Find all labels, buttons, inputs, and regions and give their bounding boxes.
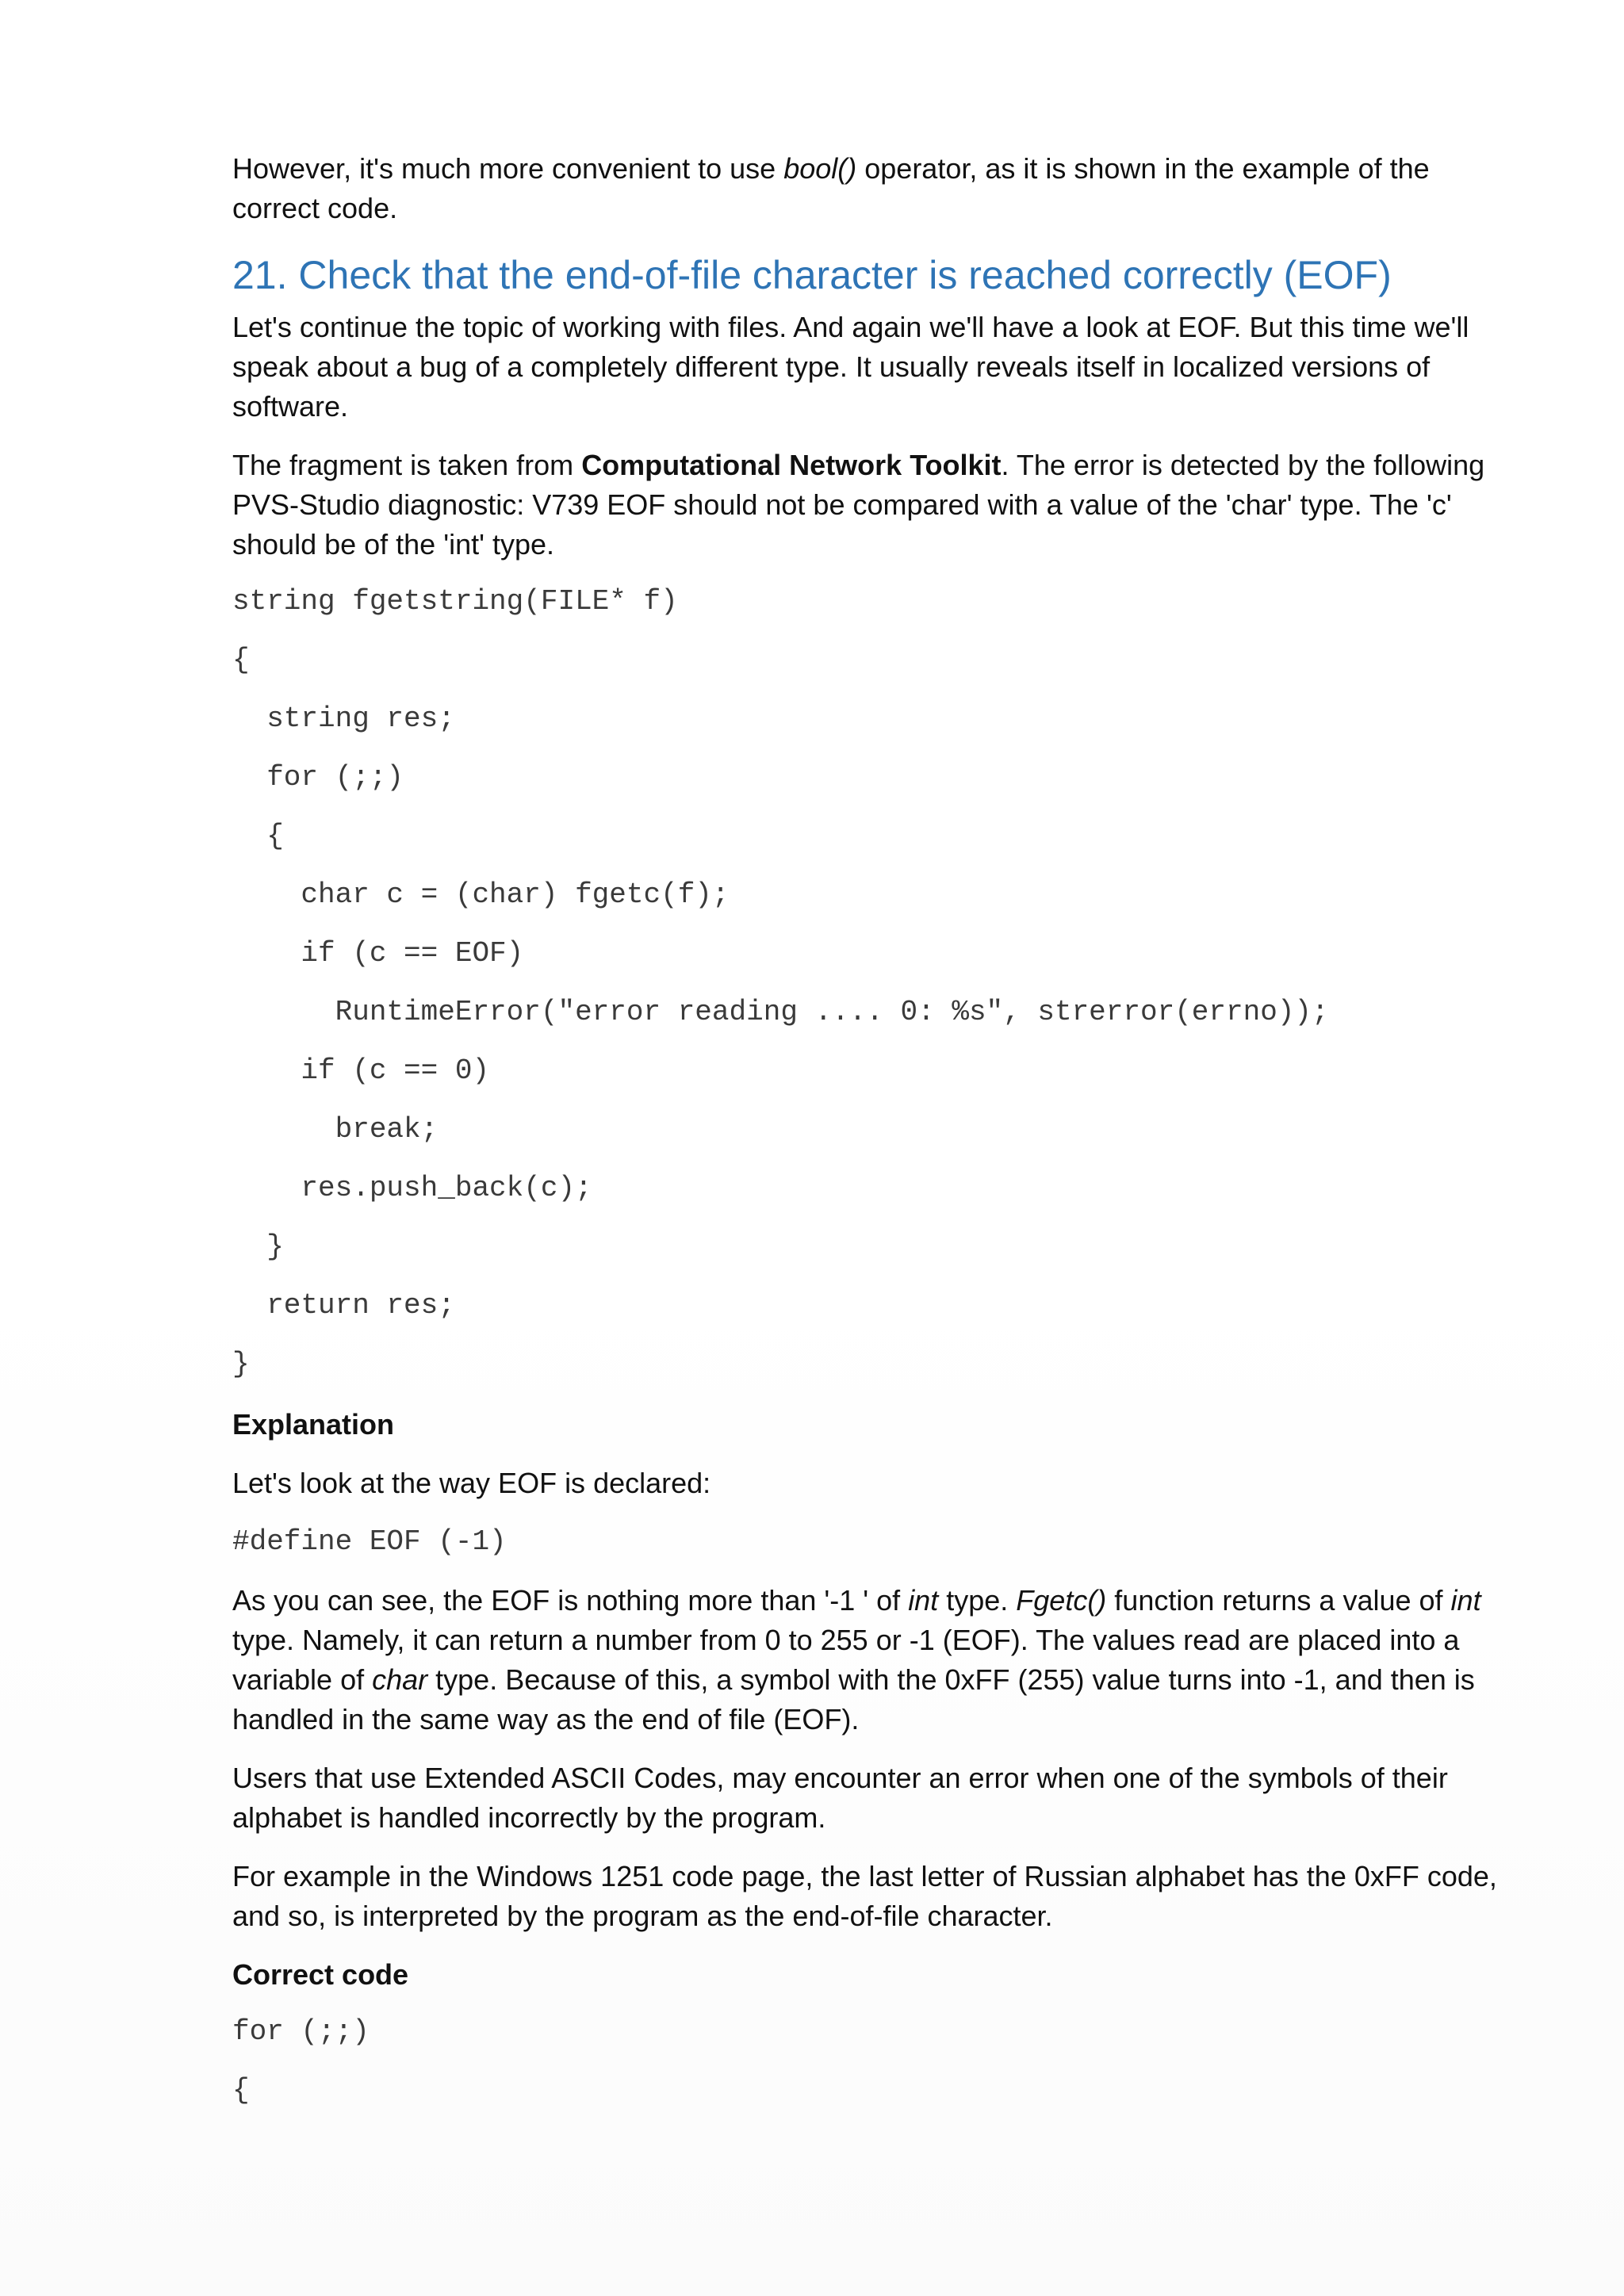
correct-code-heading: Correct code [232,1958,409,1991]
code-line: for (;;) [232,761,404,794]
explanation-paragraph-2 [232,1581,1517,1739]
code-line: { [232,820,284,852]
explanation-paragraph-1: Let's look at the way EOF is declared: [232,1467,711,1499]
emphasis-fgetc: Fgetc() [1016,1584,1107,1617]
code-line: } [232,1230,284,1263]
section-paragraph-1: Let's continue the topic of working with files. And again we'll have a look at EOF. But this time we'll speak about a bug of a completely different type. It usually reveals itself in localized versions of software. [232,311,1469,423]
explanation-paragraph-3: Users that use Extended ASCII Codes, may encounter an error when one of the symbols of their alphabet is handled incorrectly by the program. [232,1762,1448,1834]
explanation-text: type. [938,1584,1017,1617]
section-paragraph-2-text-1: The fragment is taken from [232,449,582,481]
explanation-paragraph-4: For example in the Windows 1251 code page, the last letter of Russian alphabet has the 0xFF code, and so, is interpreted by the program as the end-of-file character. [232,1860,1497,1932]
page-content [232,149,1517,2131]
emphasis-int: int [908,1584,939,1617]
code-block-correct [232,2014,1517,2112]
emphasis-int: int [1450,1584,1481,1617]
code-line: res.push_back(c); [232,1172,592,1204]
code-line: { [232,2074,250,2107]
code-line: } [232,1348,250,1380]
code-line: if (c == 0) [232,1054,490,1087]
intro-paragraph [232,149,1517,228]
section-paragraph-2-text-2: . The error is detected by the following PVS-Studio diagnostic: V739 EOF should not be compared with a value of the 'char' type. The 'c' should be of the 'int' type. [232,449,1485,561]
intro-text-2: operator, as it is shown in the example of the correct code. [232,152,1430,224]
explanation-text: function returns a value of [1106,1584,1451,1617]
code-line: char c = (char) fgetc(f); [232,878,730,911]
explanation-text: As you can see, the EOF is nothing more than '-1 ' of [232,1584,909,1617]
code-line: { [232,644,250,676]
code-line: RuntimeError("error reading .... 0: %s", strerror(errno)); [232,996,1329,1028]
code-block-fgetstring [232,584,1517,1386]
section-paragraph-2 [232,446,1517,564]
eof-define-code: #define EOF (-1) [232,1525,507,1558]
intro-text-1: However, it's much more convenient to use [232,152,784,185]
section-heading: 21. Check that the end-of-file character is reached correctly (EOF) [232,253,1392,297]
explanation-text: type. Because of this, a symbol with the 0xFF (255) value turns into -1, and then is handled in the same way as the end of file (EOF). [232,1663,1475,1735]
code-line: break; [232,1113,439,1146]
intro-emphasis-bool: bool() [783,152,857,185]
emphasis-char: char [372,1663,428,1696]
explanation-text: type. Namely, it can return a number from 0 to 255 or -1 (EOF). The values read are placed into a variable of [232,1624,1460,1696]
code-line: string res; [232,702,455,735]
toolkit-name: Computational Network Toolkit [581,449,1002,481]
code-line: for (;;) [232,2015,370,2048]
code-line: if (c == EOF) [232,937,524,970]
code-line: return res; [232,1289,455,1322]
explanation-heading: Explanation [232,1408,395,1441]
code-line: string fgetstring(FILE* f) [232,585,678,618]
